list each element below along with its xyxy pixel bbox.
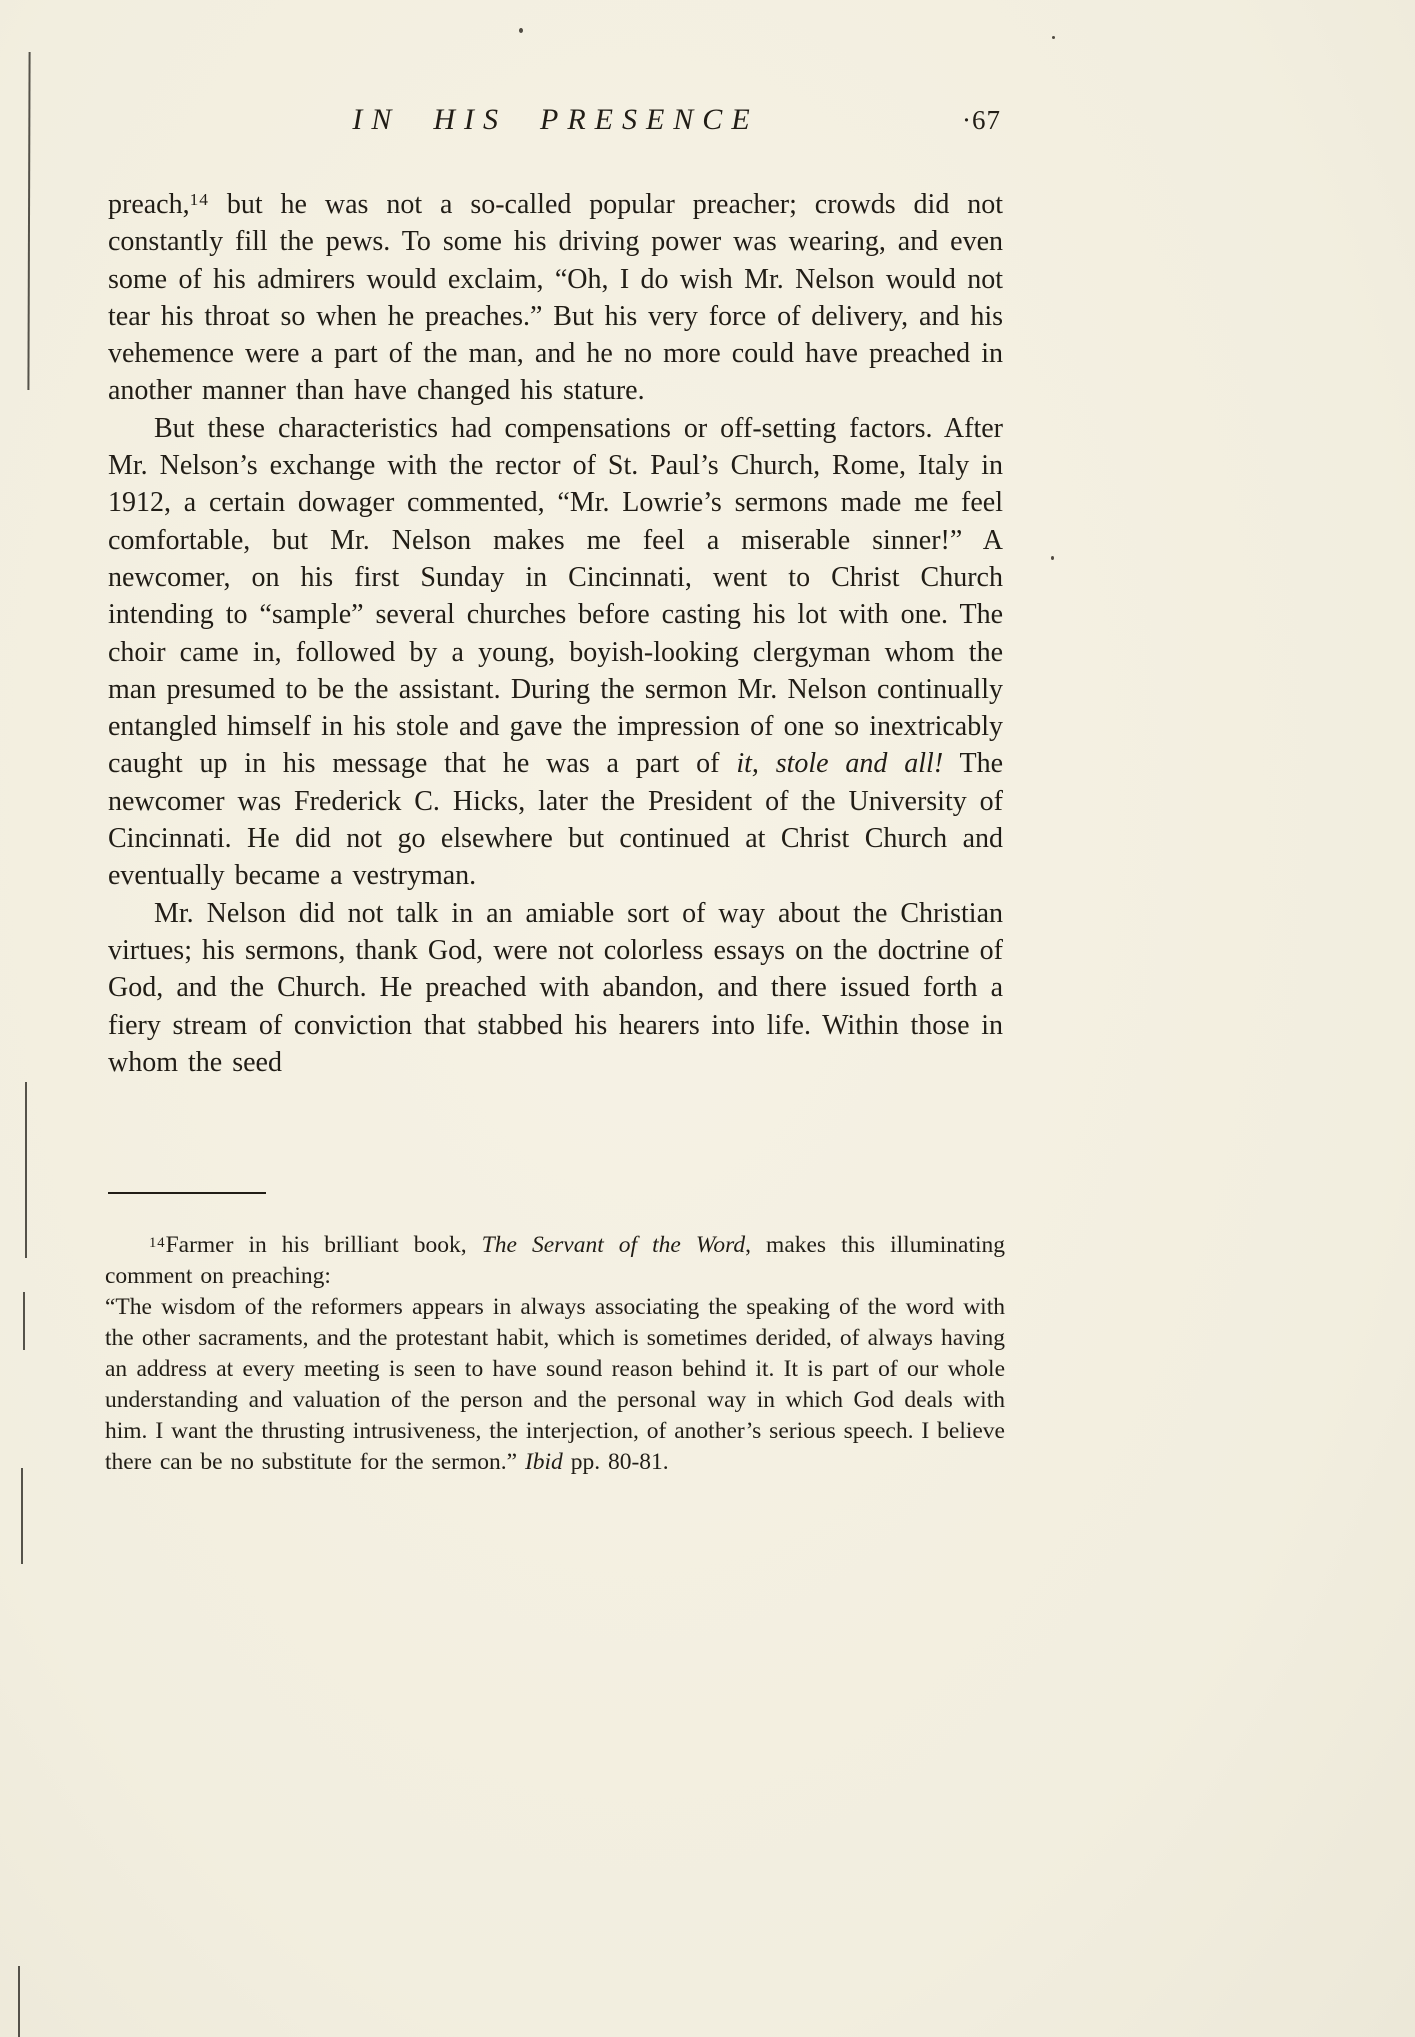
footnote-quote bbox=[105, 1292, 1005, 1478]
text-run: pp. 80-81. bbox=[562, 1449, 669, 1475]
scan-speck bbox=[1051, 556, 1054, 560]
text-run: preach, bbox=[108, 189, 190, 220]
page-number: ·67 bbox=[962, 105, 1001, 135]
scan-speck bbox=[519, 28, 523, 33]
running-title: IN HIS PRESENCE bbox=[352, 103, 759, 136]
footnote bbox=[105, 1230, 1005, 1478]
footnote-intro bbox=[105, 1230, 1005, 1292]
ibid-reference: Ibid bbox=[524, 1449, 563, 1475]
paragraph-3 bbox=[108, 895, 1003, 1081]
book-title: The Servant of the Word bbox=[481, 1232, 746, 1258]
text-run: But these characteristics had compensations or off-setting factors. After Mr. Nelson’s exchange with the rector of St. Paul’s Church, Rome, Italy in 1912, a certain dowager commented, “Mr. Lowrie’s sermons made me feel comfortable, but Mr. Nelson makes me feel a miserable sinner!” A newcomer, on his first Sunday in Cincinnati, went to Christ Church intending to “sample” several churches before casting his lot with one. The choir came in, followed by a young, boyish-looking clergyman whom the man presumed to be the assistant. During the sermon Mr. Nelson continually entangled himself in his stole and gave the impression of one so inextricably caught up in his message that he was a part of bbox=[108, 412, 1003, 780]
text-run-italic: it, stole and all! bbox=[736, 748, 944, 780]
footnote-ref-14: 14 bbox=[189, 190, 209, 210]
text-run: Farmer in his brilliant book, bbox=[165, 1232, 482, 1258]
text-run: but he was not a so-called popular preacher; crowds did not constantly fill the pews. To some his driving power was wearing, and even some of his admirers would exclaim, “Oh, I do wish Mr. Nelson would not tear his throat so when he preaches.” But his very force of delivery, and his vehemence were a part of the man, and he no more could have preached in another manner than have changed his stature. bbox=[108, 189, 1003, 407]
paragraph-2 bbox=[108, 410, 1003, 895]
page-header bbox=[108, 103, 1003, 147]
scan-speck bbox=[1052, 36, 1055, 39]
text-run: , makes this illuminating comment on preaching: bbox=[105, 1232, 1006, 1289]
page-edge-scan-line bbox=[21, 1468, 23, 1564]
text-run: “The wisdom of the reformers appears in always associating the speaking of the word with the other sacraments, and the protestant habit, which is sometimes derided, of always having an address at every meeting is seen to have sound reason behind it. It is part of our whole understanding and valuation of the person and the personal way in which God deals with him. I want the thrusting intrusiveness, the interjection, of another’s serious speech. I believe there can be no substitute for the sermon.” bbox=[105, 1294, 1005, 1475]
page-edge-scan-line bbox=[23, 1292, 25, 1350]
footnote-rule bbox=[108, 1192, 266, 1194]
page-edge-scan-line bbox=[25, 1082, 27, 1258]
body-text bbox=[108, 186, 1003, 1081]
paragraph-1 bbox=[108, 186, 1003, 410]
text-run: The newcomer was Frederick C. Hicks, later the President of the University of Cincinnati. He did not go elsewhere but continued at Christ Church and eventually became a vestryman. bbox=[108, 748, 1004, 892]
footnote-marker-14: 14 bbox=[149, 1234, 166, 1251]
page-edge-scan-line bbox=[18, 1966, 20, 2037]
text-run: Mr. Nelson did not talk in an amiable sort of way about the Christian virtues; his sermons, thank God, were not colorless essays on the doctrine of God, and the Church. He preached with abandon, and there issued forth a fiery stream of conviction that stabbed his hearers into life. Within those in whom the seed bbox=[108, 897, 1003, 1078]
page-edge-scan-line bbox=[27, 52, 30, 390]
